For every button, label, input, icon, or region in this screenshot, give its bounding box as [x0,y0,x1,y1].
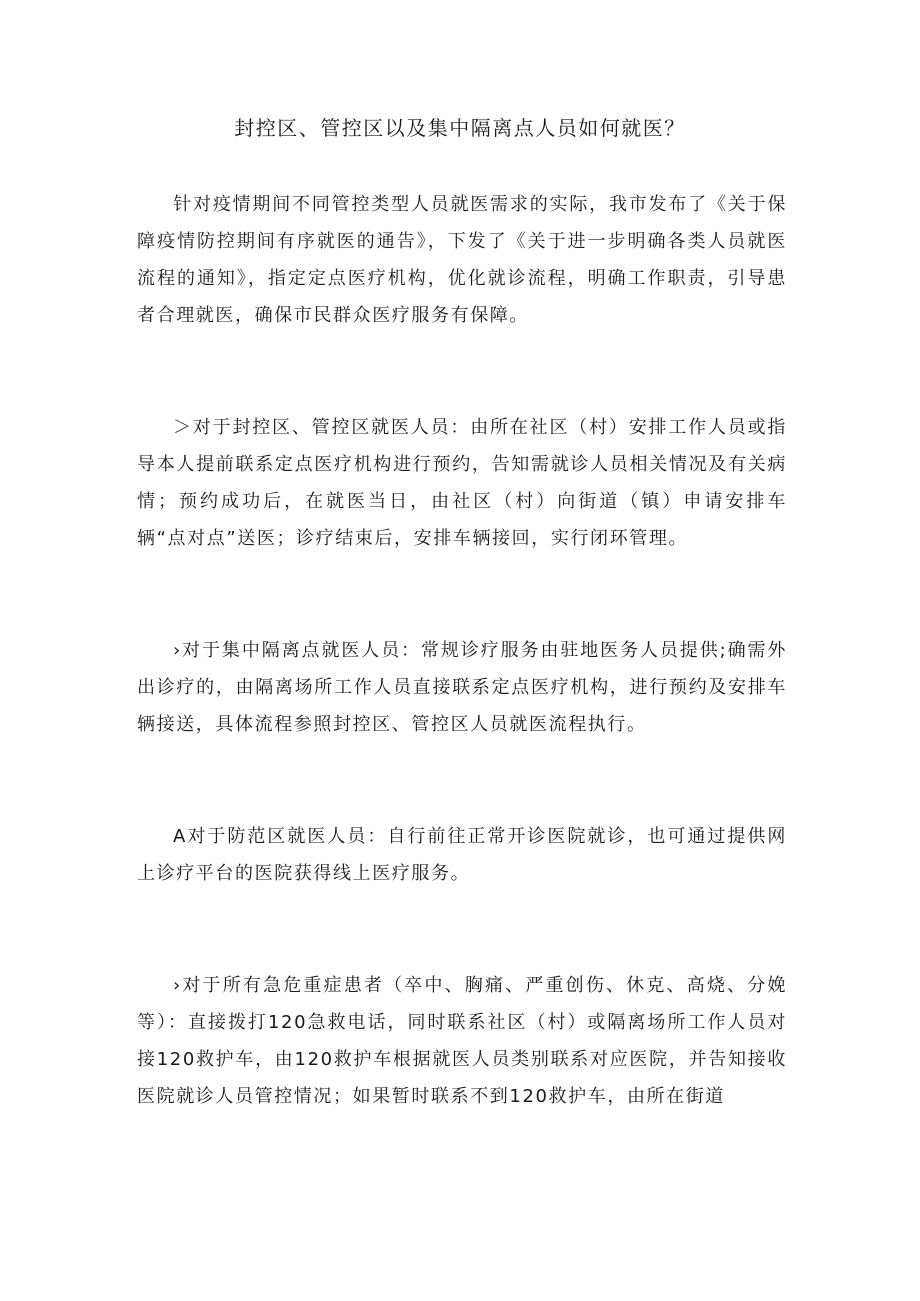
bullet-marker: A [173,826,187,847]
paragraph-sealed-control-zones [137,409,787,557]
paragraph-quarantine-sites [137,632,787,743]
paragraph-prevention-zones [137,818,787,892]
paragraph-text: 针对疫情期间不同管控类型人员就医需求的实际，我市发布了《关于保障疫情防控期间有序就医的通告》，下发了《关于进一步明确各类人员就医流程的通知》，指定定点医疗机构，优化就诊流程，明确工作职责，引导患者合理就医，确保市民群众医疗服务有保障。 [137,194,787,326]
paragraph-text: 对于集中隔离点就医人员：常规诊疗服务由驻地医务人员提供;确需外出诊疗的，由隔离场所工作人员直接联系定点医疗机构，进行预约及安排车辆接送，具体流程参照封控区、管控区人员就医流程执行。 [137,640,787,735]
paragraph-text: 对于防范区就医人员：自行前往正常开诊医院就诊，也可通过提供网上诊疗平台的医院获得线上医疗服务。 [137,826,787,884]
document-title: 封控区、管控区以及集中隔离点人员如何就医？ [234,116,686,140]
paragraph-intro [137,186,787,334]
paragraph-text: 对于封控区、管控区就医人员：由所在社区（村）安排工作人员或指导本人提前联系定点医疗机构进行预约，告知需就诊人员相关情况及有关病情；预约成功后，在就医当日，由社区（村）向街道（镇）申请安排车辆“点对点”送医；诊疗结束后，安排车辆接回，实行闭环管理。 [137,417,787,549]
bullet-marker: ＞ [173,417,193,438]
paragraph-text: 对于所有急危重症患者（卒中、胸痛、严重创伤、休克、高烧、分娩等）：直接拨打120急救电话，同时联系社区（村）或隔离场所工作人员对接120救护车，由120救护车根据就医人员类别联系对应医院，并告知接收医院就诊人员管控情况；如果暂时联系不到120救护车，由所在街道 [137,975,787,1107]
paragraph-emergency-patients [137,967,787,1115]
bullet-marker: › [173,640,182,661]
bullet-marker: › [173,975,182,996]
